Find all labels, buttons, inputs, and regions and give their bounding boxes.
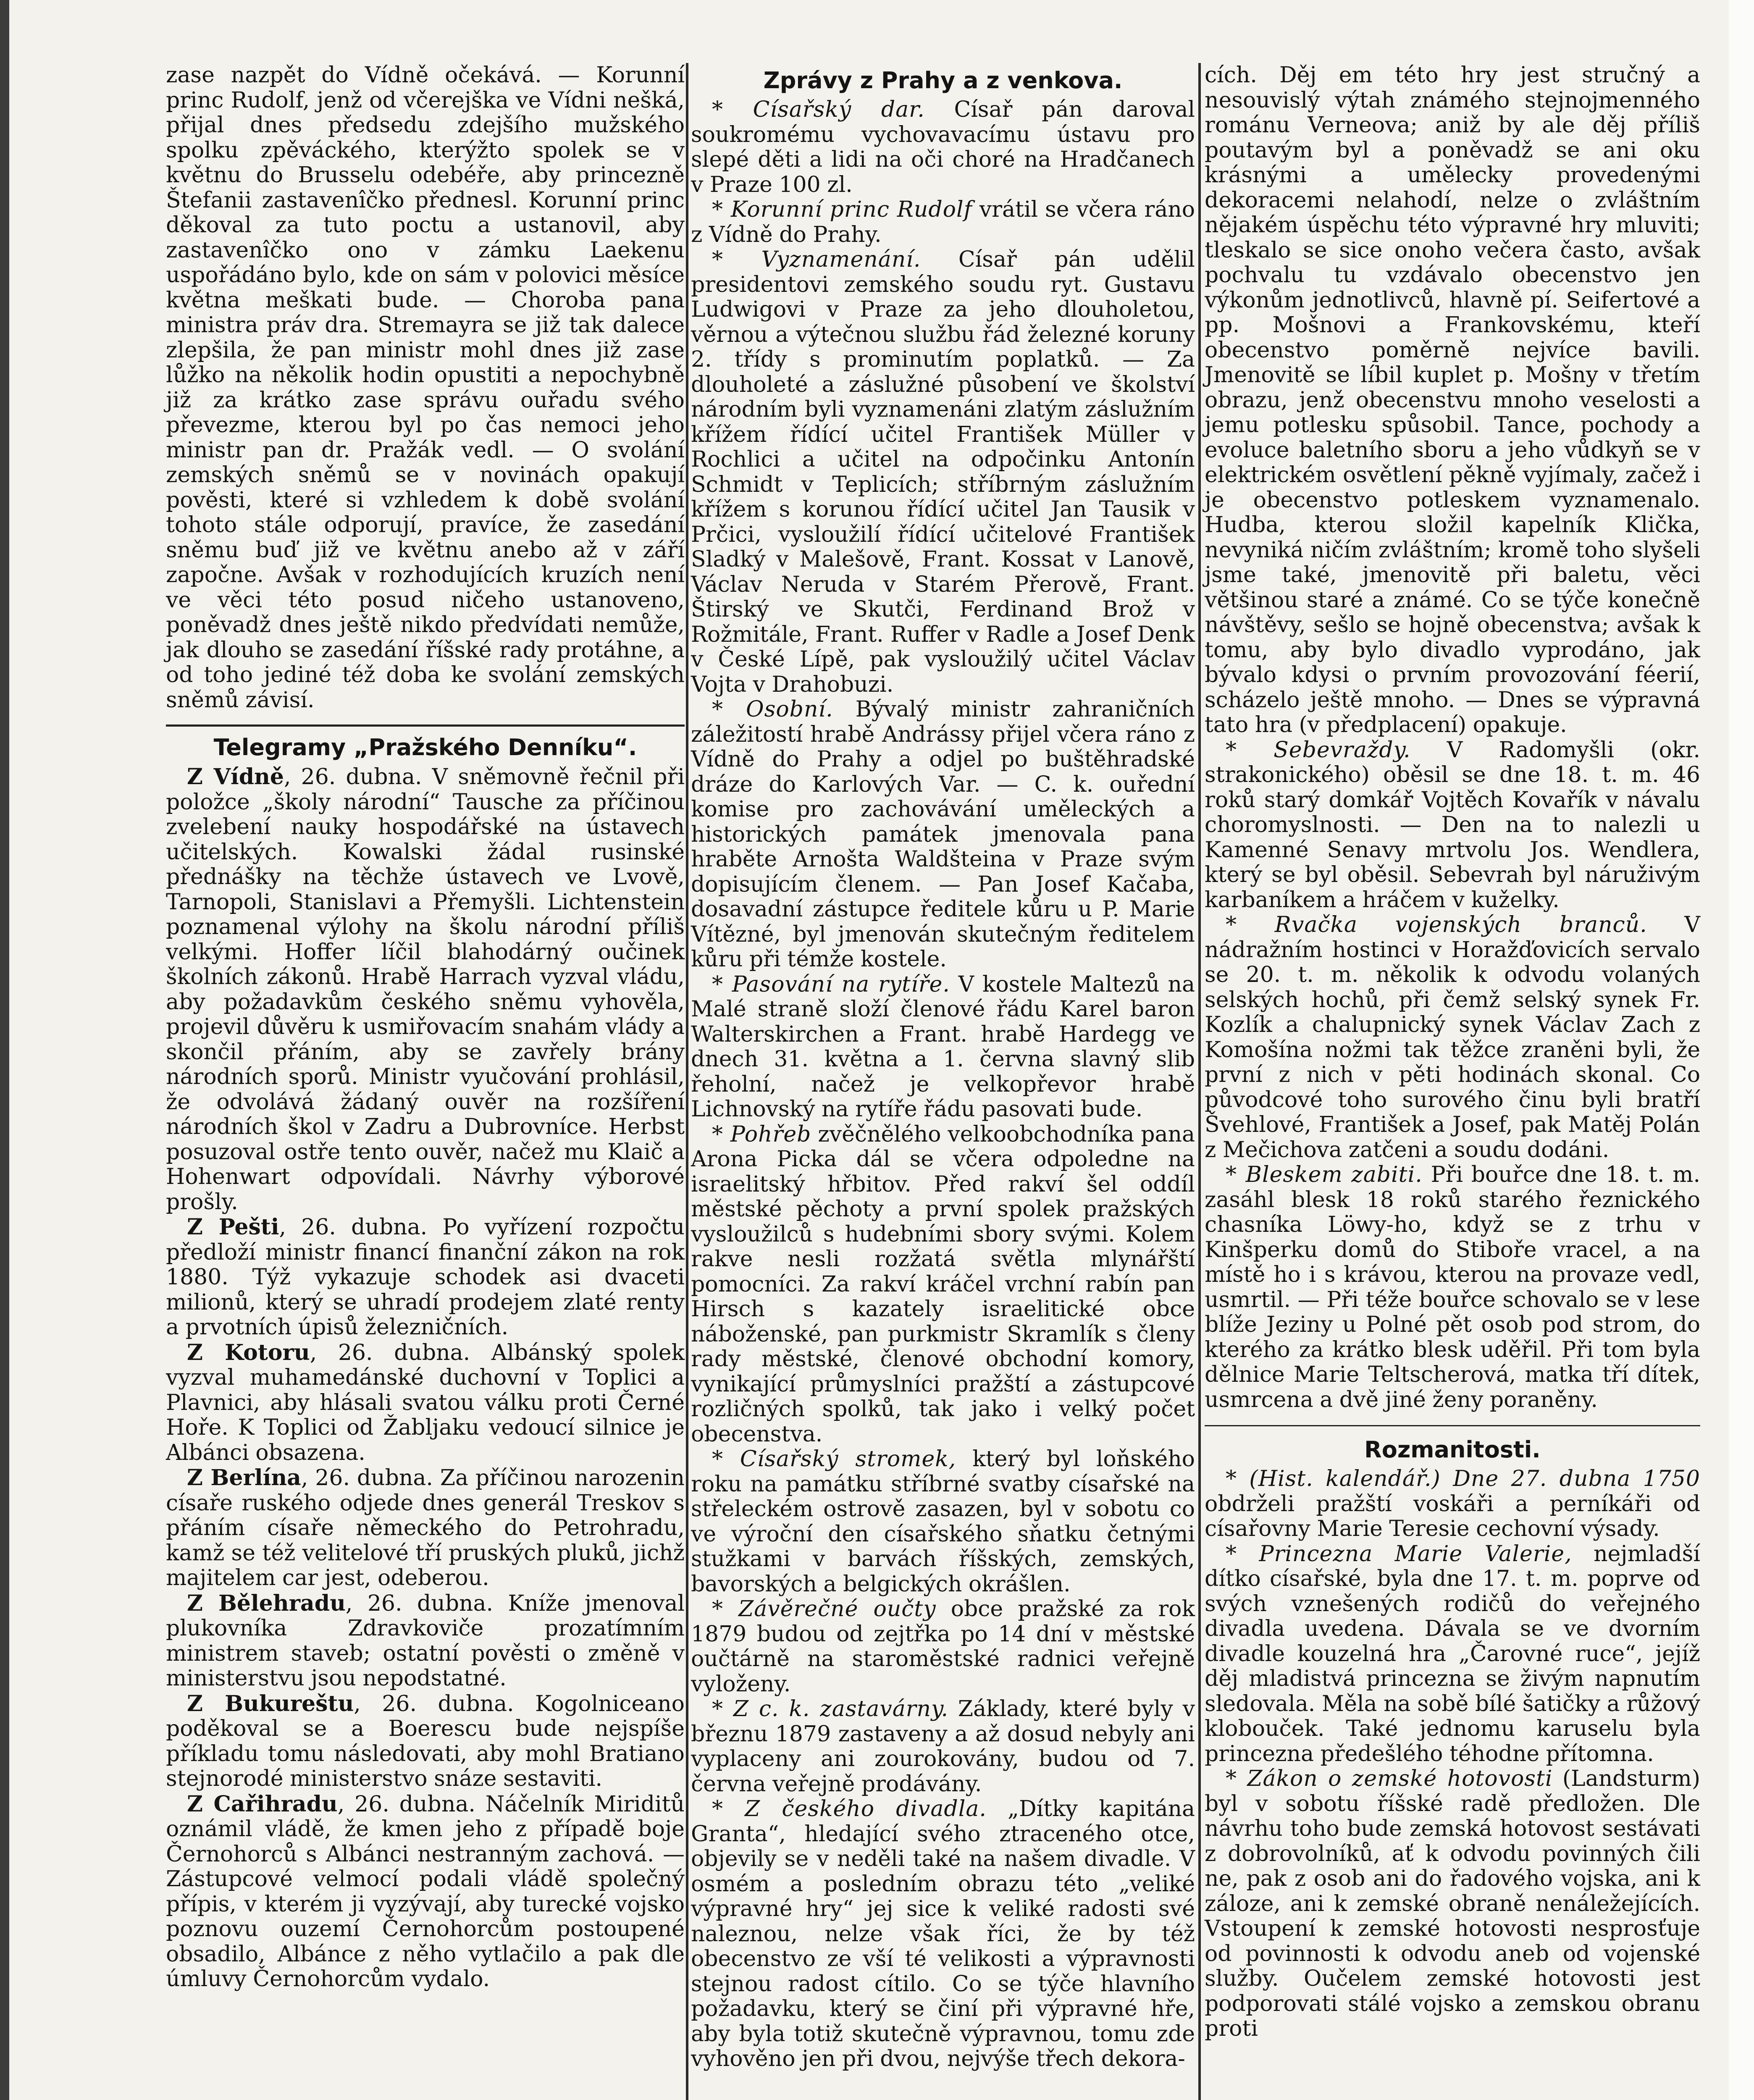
telegram-place: Z Bukureštu	[187, 1690, 354, 1717]
news-item	[691, 97, 1195, 197]
news-text: Bývalý ministr zahraničních záležitostí hrabě Andrássy přijel včera ráno z Vídně do Prahy a odjel po buštěhradské dráze do Karlových Var. — C. k. ouřední komise pro zachovávání uměleckých a historických památek jmenovala pana hraběte Arnošta Waldšteina v Praze svým dopisujícím členem. — Pan Josef Kačaba, dosavadní zástupce ředitele kůru u P. Marie Vítězné, byl jmenován skutečným ředitelem kůru při témže kostele.	[691, 697, 1195, 972]
news-keyword: * Závěrečné oučty	[712, 1596, 936, 1622]
news-text: obce pražské za rok 1879 budou od zejtřka po 14 dní v městské oučtárně na staroměstské radnici veřejně vyloženy.	[691, 1596, 1195, 1697]
news-item	[1205, 913, 1700, 1163]
column-3	[1205, 63, 1700, 2042]
news-text: Císař pán udělil presidentovi zemského soudu ryt. Gustavu Ludwigovi v Praze za jeho dlouholetou, věrnou a výtečnou službu řád železné koruny 2. třídy s prominutím poplatků. — Za dlouholeté a záslužné působení ve školství národním byli vyznamenáni zlatým záslužním křížem řídící učitel František Müller v Rochlici a učitel na odpočinku Antonín Schmidt v Teplicích; stříbrným záslužním křížem s korunou řídící učitel Jan Tausik v Prčici, vysloužilí řídící učitelové František Sladký v Malešově, Frant. Kossat v Lanově, Václav Neruda v Starém Přerově, Frant. Štirský ve Skutči, Ferdinand Brož v Rožmitále, Frant. Ruffer v Radle a Josef Denk v České Lípě, pak vysloužilý učitel Václav Vojta v Drahobuzi.	[691, 247, 1195, 697]
telegram-place: Z Kotoru	[187, 1339, 310, 1365]
news-item	[1205, 738, 1700, 913]
telegram-item	[166, 1215, 685, 1340]
news-keyword: * Bleskem zabiti.	[1226, 1162, 1423, 1187]
news-item	[691, 1597, 1195, 1697]
news-keyword: * Vyznamenání.	[712, 247, 921, 272]
news-keyword: * Pohřeb	[712, 1121, 811, 1147]
section-heading-rozmanitosti: Rozmanitosti.	[1364, 1436, 1541, 1463]
misc-item	[1205, 1542, 1700, 1767]
section-divider	[166, 724, 685, 727]
news-keyword: * Pasování na rytíře.	[712, 971, 950, 997]
misc-text: obdrželi pražští voskáři a perníkáři od císařovny Marie Teresie cechovní výsady.	[1205, 1491, 1700, 1541]
telegram-text: , 26. dubna. Kogolniceano poděkoval se a Boerescu bude nejspíše příkladu tomu následovati, aby mohl Bratiano stejnorodé ministerstvo snáze sestaviti.	[166, 1691, 685, 1791]
misc-keyword: * (Hist. kalendář.) Dne 27. dubna 1750	[1226, 1466, 1700, 1491]
telegram-item	[166, 764, 685, 1215]
misc-keyword: * Princezna Marie Valerie,	[1226, 1541, 1572, 1567]
news-keyword: * Císařský stromek,	[712, 1446, 956, 1472]
news-keyword: * Osobní.	[712, 697, 833, 722]
margin-strip	[1729, 0, 1754, 2100]
misc-text: (Landsturm) byl v sobotu říšské radě předložen. Dle návrhu toho bude zemská hotovost sestávati z dobrovolníků, ať k odvodu povinných čili ne, pak z osob ani do řadového vojska, ani k záloze, ani k zemské obraně nenáležejících. Vstoupení k zemské hotovosti nesprosťuje od povinnosti k odvodu aneb od vojenské služby. Oučelem zemské hotovosti jest podporovati stálé vojsko a zemskou obranu proti	[1205, 1766, 1700, 2041]
news-text: „Dítky kapitána Granta“, hledající svého ztraceného otce, objevily se v neděli také na našem divadle. V osmém a posledním obrazu této „veliké výpravné hry“ jej sice k veliké radosti své naleznou, nelze však říci, že by též obecenstvo ze vší té velikosti a výpravnosti stejnou radost cítilo. Co se týče hlavního požadavku, který se činí při výpravné hře, aby byla totiž skutečně výpravnou, tomu zde vyhověno jen při dvou, nejvýše třech dekora-	[691, 1796, 1195, 2071]
article-paragraph: zase nazpět do Vídně očekává. — Korunní princ Rudolf, jenž od včerejška ve Vídni nešká, přijal dnes předsedu zdejšího mužského spolku zpěváckého, kterýžto spolek se v květnu do Brusselu odebéře, aby princezně Štefanii zastavenîčko přednesl. Korunní princ děkoval za tuto poctu a ustanovil, aby zastavenîčko ono v zámku Laekenu uspořádáno bylo, kde on sám v polovici měsíce května meškati bude. — Choroba pana ministra práv dra. Stremayra se již tak dalece zlepšila, že pan ministr mohl dnes již zase lůžko na několik hodin opustiti a nepochybně již za krátko zase správu ouřadu svého převezme, kterou byl po čas nemoci jeho ministr pan dr. Pražák vedl. — O svolání zemských sněmů se v novinách opakují pověsti, které si vzhledem k době svolání tohoto stále odporují, pravíce, že zasedání sněmu buď již ve květnu anebo až v září započne. Avšak v rozhodujících kruzích není ve věci této posud ničeho ustanoveno, poněvadž dnes ještě nikdo předvídati nemůže, jak dlouho se zasedání říšské rady protáhne, a od toho jediné též doba ke svolání zemských sněmů závisí.	[166, 63, 685, 713]
telegram-item	[166, 1465, 685, 1591]
telegram-item	[166, 1591, 685, 1691]
news-text: Při bouřce dne 18. t. m. zasáhl blesk 18 roků starého řeznického chasníka Löwy-ho, když se z trhu v Kinšperku domů do Stiboře vracel, a na místě ho i s krávou, kterou na provaze vedl, usmrtil. — Při téže bouřce schovalo se v lese blíže Jeziny u Polné pět osob pod strom, do kterého za krátko blesk uděřil. Při tom byla dělnice Marie Teltscherová, matka tří dítek, usmrcena a dvě jiné ženy poraněny.	[1205, 1162, 1700, 1412]
telegram-place: Z Berlína	[187, 1465, 301, 1491]
news-text: V kostele Maltezů na Malé straně složí členové řádu Karel baron Walterskirchen a Frant. hrabě Hardegg ve dnech 31. května a 1. června slavný slib řeholní, načež je velkopřevor hrabě Lichnovský na rytíře řádu pasovati bude.	[691, 971, 1195, 1122]
telegram-text: , 26. dubna. Albánský spolek vyzval muhamedánské duchovní v Toplici a Plavnici, aby hlásali svatou válku proti Černé Hoře. K Toplici od Žabljaku vedoucí silnice je Albánci obsazena.	[166, 1340, 685, 1465]
section-heading-prague-news: Zprávy z Prahy a z venkova.	[763, 67, 1123, 94]
telegram-text: , 26. dubna. Po vyřízení rozpočtu předloží ministr financí finanční zákon na rok 1880. Týž vykazuje schodek asi dvaceti milionů, který se uhradí prodejem zlaté renty a prvotních úpisů železničních.	[166, 1215, 685, 1340]
telegram-place: Z Bělehradu	[187, 1590, 346, 1616]
news-item	[691, 1697, 1195, 1797]
telegram-text: , 26. dubna. Náčelník Miriditů oznámil vládě, že kmen jeho z případě boje Černohorců s Albánci nestranným zachová. — Zástupcové velmocí podali vládě společný přípis, v kterém ji vyzývají, aby turecké vojsko poznovu ouzemí Černohorcům postoupené obsadilo, Albánce z něho vytlačilo a pak dle úmluvy Černohorcům vydalo.	[166, 1791, 685, 1992]
news-item	[691, 1122, 1195, 1447]
news-item	[691, 972, 1195, 1122]
news-text: V Radomyšli (okr. strakonického) oběsil se dne 18. t. m. 46 roků starý domkář Vojtěch Kovařík v návalu choromyslnosti. — Den na to nalezli u Kamenné Senavy mrtvolu Jos. Wendlera, který se byl oběsil. Sebevrah byl náruživým karbaníkem a hráčem v kuželky.	[1205, 737, 1700, 913]
news-text: Základy, které byly v březnu 1879 zastaveny a až dosud nebyly ani vyplaceny ani zourokovány, budou od 7. června veřejně prodávány.	[691, 1696, 1195, 1797]
news-keyword: * Císařský dar.	[712, 97, 925, 122]
telegram-item	[166, 1792, 685, 1992]
column-rule	[1198, 63, 1201, 2100]
news-text: Císař pán daroval soukromému vychovavacímu ústavu pro slepé děti a lidi na oči choré na Hradčanech v Praze 100 zl.	[691, 97, 1195, 197]
section-divider	[1205, 1425, 1700, 1426]
news-text: vrátil se včera ráno z Vídně do Prahy.	[691, 197, 1195, 247]
news-text: V nádražním hostinci v Horažďovicích servalo se 20. t. m. několik k odvodu volaných selských hochů, při čemž selský synek Fr. Kozlík a chalupnický synek Václav Zach z Komošína nožmi tak těžce zraněni byli, že první z nich v pěti hodinách skonal. Co původcové toho surového činu byli bratří Švehlové, František a Josef, pak Matěj Polán z Mečichova zatčeni a soudu dodáni.	[1205, 912, 1700, 1163]
news-item	[691, 1447, 1195, 1597]
news-item	[691, 247, 1195, 697]
telegram-place: Z Vídně	[187, 764, 284, 790]
telegram-item	[166, 1340, 685, 1466]
news-keyword: * Z českého divadla.	[712, 1796, 987, 1822]
news-item	[691, 197, 1195, 247]
telegram-text: , 26. dubna. Kníže jmenoval plukovníka Zdravkoviče prozatímním ministrem staveb; ostatní pověsti o změně v ministerstvu jsou nepodstatné.	[166, 1591, 685, 1691]
misc-item	[1205, 1767, 1700, 2042]
section-heading-telegrams: Telegramy „Pražského Denníku“.	[213, 734, 637, 761]
column-rule	[686, 63, 688, 2100]
telegram-text: , 26. dubna. Za příčinou narozenin císaře ruského odjede dnes generál Treskov s přáním císaře německého do Petrohradu, kamž se též velitelové tří pruských pluků, jichž majitelem car jest, odeberou.	[166, 1465, 685, 1591]
news-item	[691, 1797, 1195, 2072]
article-continuation: cích. Děj em této hry jest stručný a nesouvislý výtah známého stejnojmenného románu Verneova; aniž by ale děj příliš poutavým byl a poněvadž se ani oku krásnými a umělecky provedenými dekoracemi nelahodí, nelze o zvláštním nějakém úspěchu této výpravné hry mluviti; tleskalo se sice onoho večera často, avšak pochvalu tu vzdávalo obecenstvo jen výkonům jednotlivců, hlavně pí. Seifertové a pp. Mošnovi a Frankovskému, kteří obecenstvo poměrně nejvíce bavili. Jmenovitě se líbil kuplet p. Mošny v třetím obrazu, jenž obecenstvu mnoho veselosti a jemu potlesku spůsobil. Tance, pochody a evoluce baletního sboru a jeho vůdkyň se v elektrickém osvětlení pěkně vyjímaly, začež i je obecenstvo potleskem vyznamenalo. Hudba, kterou složil kapelník Klička, nevyniká ničím zvláštním; kromě toho slyšeli jsme také, jmenovitě při baletu, věci většinou staré a známé. Co se týče konečně návštěvy, sešlo se hojně obecenstva; avšak k tomu, aby bylo divadlo vyprodáno, jak bývalo kdysi o prvním provozování féerií, scházelo ještě mnoho. — Dnes se výpravná tato hra (v předplacení) opakuje.	[1205, 63, 1700, 738]
news-item	[1205, 1163, 1700, 1412]
misc-keyword: * Zákon o zemské hotovosti	[1226, 1766, 1553, 1791]
telegram-text: , 26. dubna. V sněmovně řečnil při položce „školy národní“ Tausche za příčinou zvelebení nauky hospodářské na ústavech učitelských. Kowalski žádal rusinské přednášky na těchže ústavech ve Lvově, Tarnopoli, Stanislavi a Přemyšli. Lichtenstein poznamenal výlohy na školu národní příliš velkými. Hoffer líčil blahodárný oučinek školních zákonů. Hrabě Harrach vyzval vládu, aby požadavkům českého sněmu vyhověla, projevil důvěru k usmiřovacím snahám vlády a skončil přáním, aby se zavřely brány národních sporů. Ministr vyučování prohlásil, že odvolává žádaný ouvěr na rozšíření národních škol v Zadru a Dubrovníce. Herbst posuzoval ostře tento ouvěr, načež mu Klaič a Hohenwart odpovídali. Návrhy výborové prošly.	[166, 764, 685, 1215]
news-keyword: * Rvačka vojenských branců.	[1226, 912, 1647, 937]
telegram-place: Z Cařihradu	[187, 1791, 338, 1817]
news-keyword: * Z c. k. zastavárny.	[712, 1696, 949, 1722]
news-keyword: * Korunní princ Rudolf	[712, 197, 972, 222]
news-text: který byl loňského roku na památku stříbrné svatby císařské na střeleckém ostrově zasazen, byl v sobotu co ve výroční den císařského sňatku četnými stužkami v barvách říšských, zemských, bavorských a belgických okrášlen.	[691, 1446, 1195, 1597]
news-keyword: * Sebevraždy.	[1226, 737, 1411, 763]
page-edge	[0, 0, 9, 2100]
telegram-item	[166, 1691, 685, 1792]
column-2	[691, 63, 1195, 2072]
telegram-place: Z Pešti	[187, 1214, 279, 1240]
misc-item	[1205, 1467, 1700, 1542]
news-text: zvěčnělého velkoobchodníka pana Arona Picka dál se včera odpoledne na israelitský hřbitov. Před rakví šel oddíl městské pěchoty a první spolek pražských vysloužilců s hudebními sbory svými. Kolem rakve nesli rozžatá světla mlynářští pomocníci. Za rakví kráčel vrchní rabín pan Hirsch s kazately israelitické obce náboženské, pan purkmistr Skramlík s členy rady městské, členové obchodní komory, vynikající průmyslníci pražští a zástupcové rozličných spolků, tak jako i velký počet obecenstva.	[691, 1121, 1195, 1447]
column-1	[166, 63, 685, 1992]
misc-text: nejmladší dítko císařské, byla dne 17. t. m. poprve od svých vznešených rodičů do veřejného divadla uvedena. Dávala se ve dvorním divadle kouzelná hra „Čarovné ruce“, jejíž děj mladistvá princezna se živým napnutím sledovala. Měla na sobě bílé šatičky a růžový klobouček. Také jednomu karuselu byla princezna předešlého téhodne přítomna.	[1205, 1541, 1700, 1767]
news-item	[691, 697, 1195, 972]
